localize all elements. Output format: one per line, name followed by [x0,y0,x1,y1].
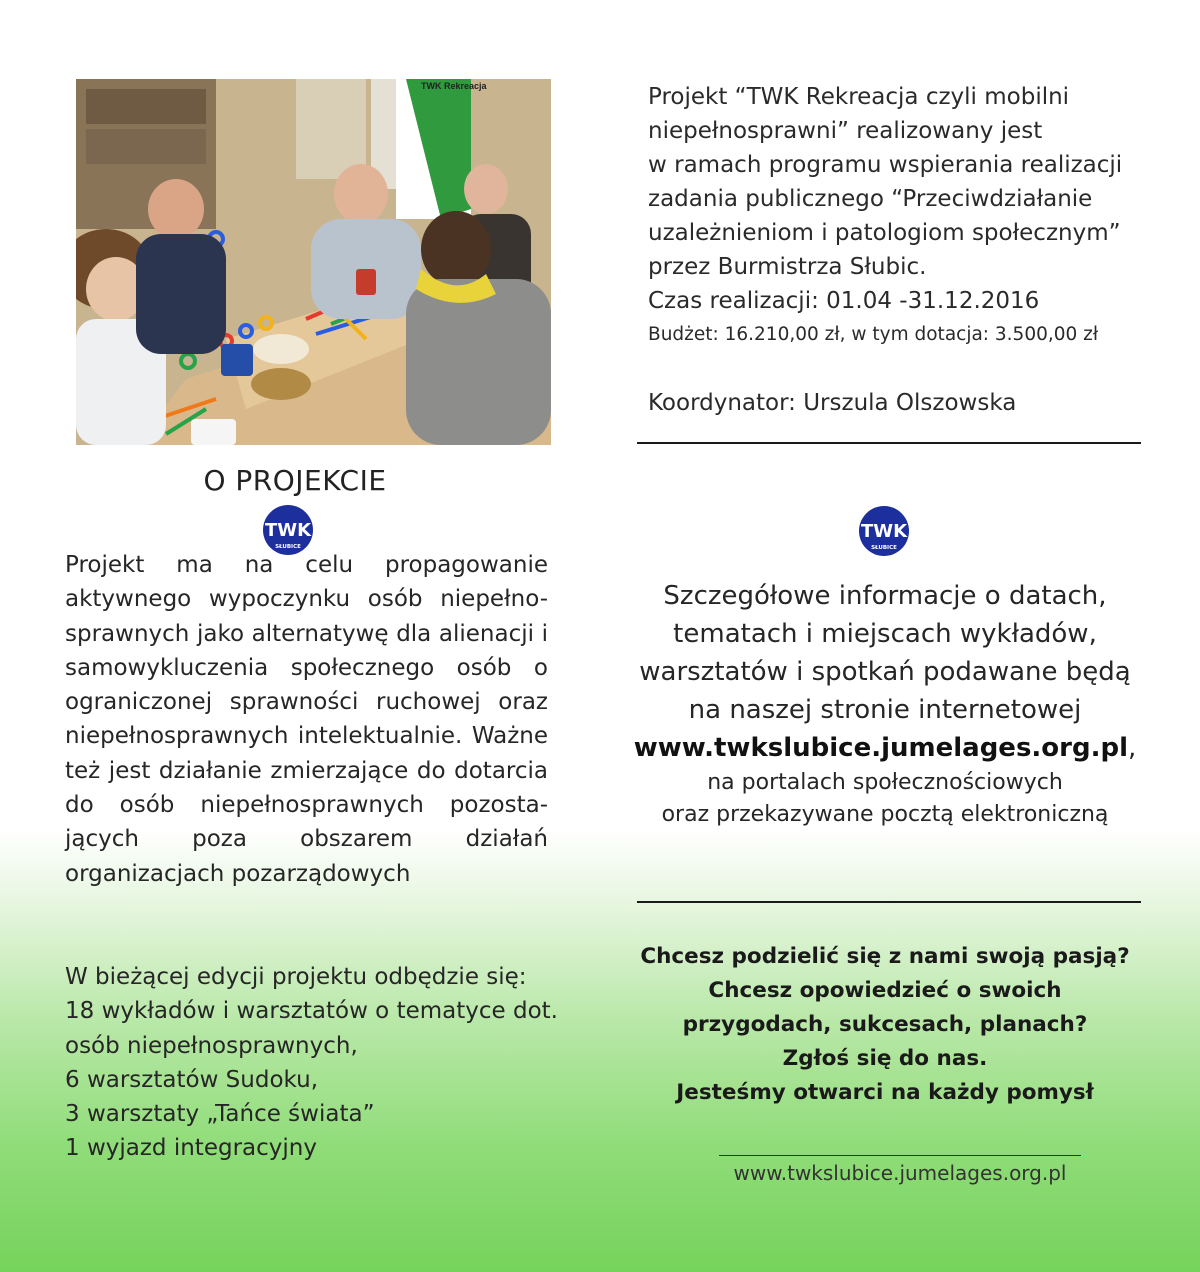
detail-line: niepełnosprawni” realizowany jest [648,118,1043,144]
info-line: na portalach społecznościowych [707,770,1063,795]
list-item: 6 warsztatów Sudoku, [65,1066,319,1093]
detail-line: uzależnieniom i patologiom społecznym” [648,220,1121,246]
svg-text:TWK: TWK [860,521,908,542]
detail-line: przez Burmistrza Słubic. [648,254,927,280]
project-description: Projekt ma na celu propagowanie aktywnego wypoczynku osób niepełno- sprawnych jako alternatywę dla alienacji i samowykluczenia społecznego osób o ograniczonej sprawności ruchowej oraz niepełnosprawnych intelektualnie. Ważne też jest działanie zmierzające do dotarcia do osób niepełnosprawnych pozosta- jących poza obszarem działań organizacjach pozarządowych [65,552,548,887]
cta-line: Chcesz podzielić się z nami swoją pasją? [640,944,1130,969]
divider [719,1155,1081,1156]
detail-line: Projekt “TWK Rekreacja czyli mobilni [648,84,1070,110]
workshop-photo [76,79,551,445]
footer-website-link[interactable]: www.twkslubice.jumelages.org.pl [733,1161,1067,1185]
section-title: O PROJEKCIE [203,464,387,497]
svg-text:SŁUBICE: SŁUBICE [275,544,301,550]
svg-text:TWK: TWK [264,520,312,541]
info-line: Szczegółowe informacje o datach, [663,581,1107,611]
coordinator: Koordynator: Urszula Olszowska [648,390,1017,416]
detail-line: zadania publicznego “Przeciwdziałanie [648,186,1093,212]
project-details [648,80,1168,420]
budget: Budżet: 16.210,00 zł, w tym dotacja: 3.500,00 zł [648,324,1099,345]
website-link[interactable]: www.twkslubice.jumelages.org.pl [633,733,1128,763]
list-item: 1 wyjazd integracyjny [65,1135,317,1162]
info-line: warsztatów i spotkań podawane będą [639,657,1131,687]
info-line: na naszej stronie internetowej [688,695,1082,725]
info-line: tematach i miejscach wykładów, [673,619,1097,649]
call-to-action [630,940,1140,1110]
url-suffix: , [1128,733,1137,763]
list-item: osób niepełnosprawnych, [65,1032,358,1059]
banner-text: TWK Rekreacja [421,81,487,91]
cta-line: Chcesz opowiedzieć o swoich [708,978,1062,1003]
detail-line: w ramach programu wspierania realizacji [648,152,1123,178]
cta-line: Jesteśmy otwarci na każdy pomysł [676,1080,1094,1105]
twk-logo [859,506,909,556]
list-item: 3 warsztaty „Tańce świata” [65,1101,375,1128]
divider [637,442,1141,444]
info-block [630,577,1140,831]
edition-list [65,960,565,1166]
list-item: W bieżącej edycji projektu odbędzie się: [65,964,527,990]
cta-line: Zgłoś się do nas. [782,1046,988,1071]
cta-line: przygodach, sukcesach, planach? [682,1012,1088,1037]
divider [637,901,1141,903]
info-line: oraz przekazywane pocztą elektroniczną [661,802,1109,827]
svg-text:SŁUBICE: SŁUBICE [871,545,897,551]
realization-period: Czas realizacji: 01.04 -31.12.2016 [648,288,1040,314]
list-item: 18 wykładów i warsztatów o tematyce dot. [65,998,558,1025]
